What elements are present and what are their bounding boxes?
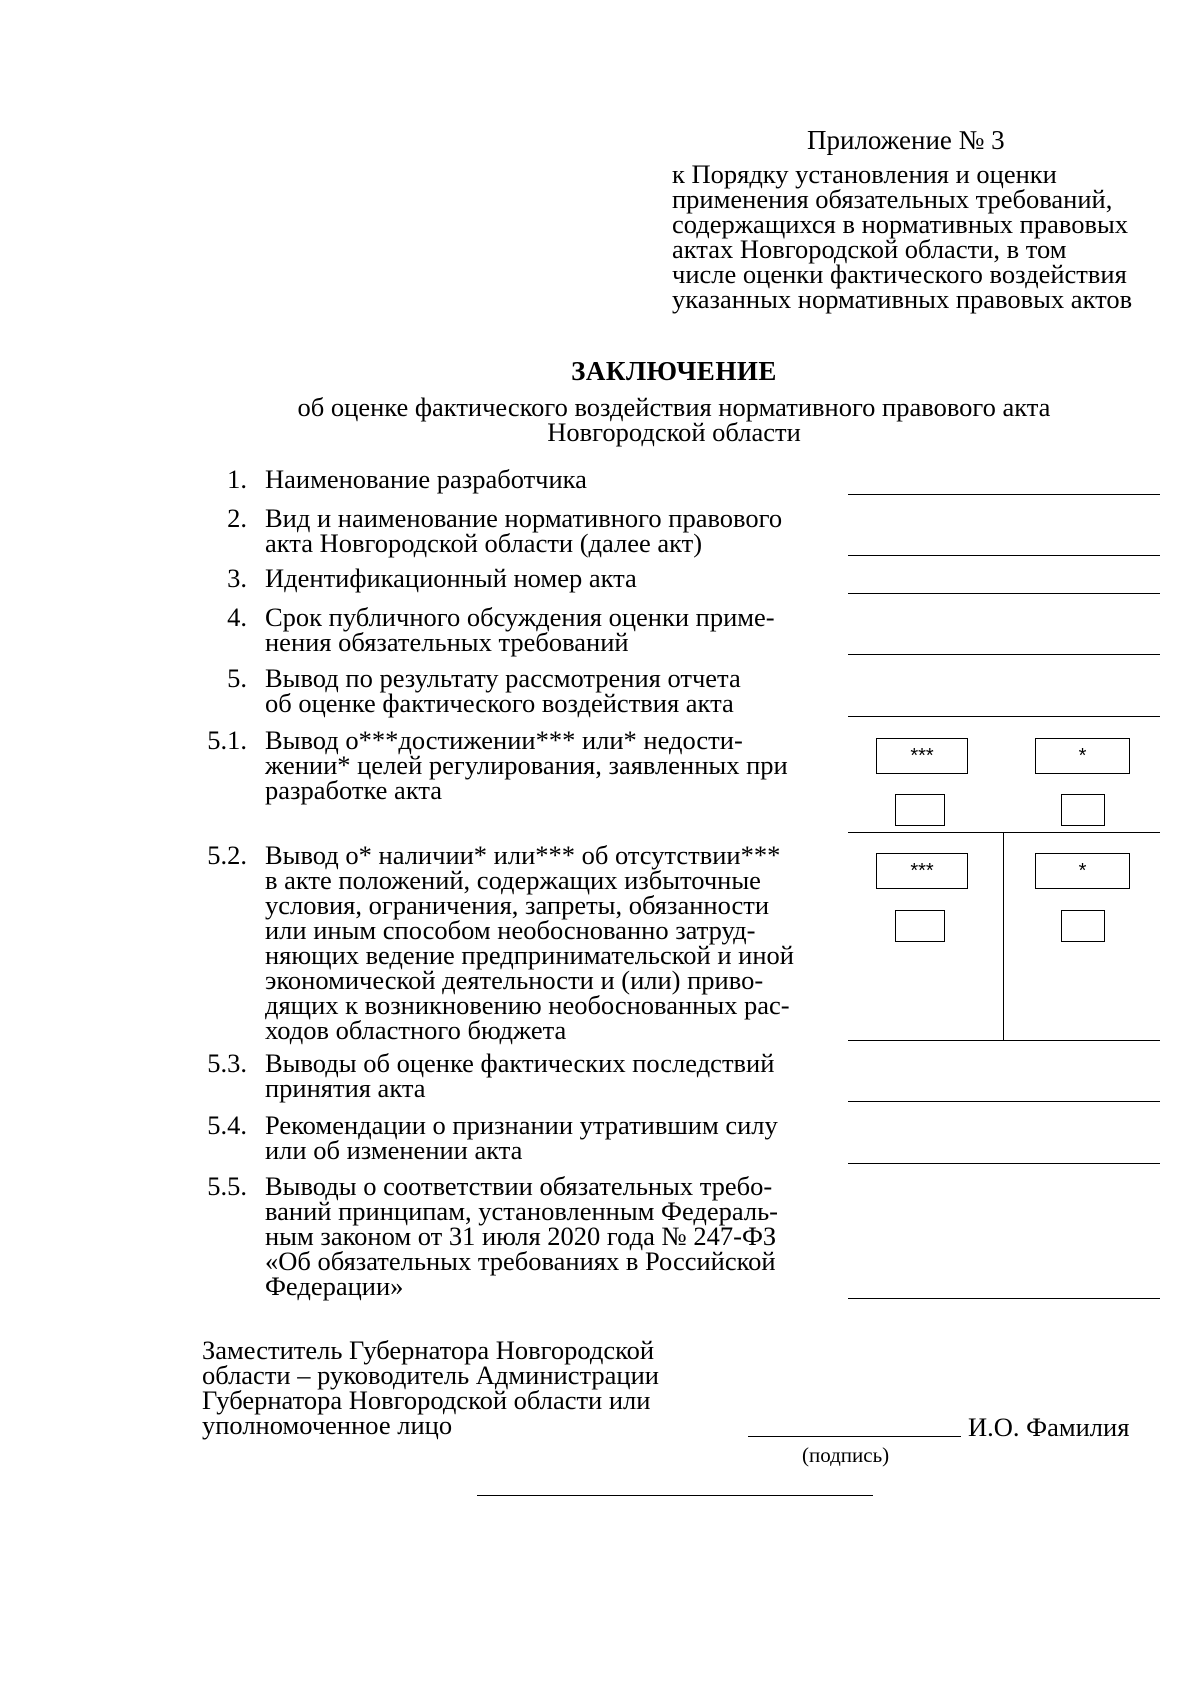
item-line: няющих ведение предпринимательской и иной xyxy=(265,940,794,970)
document-title: ЗАКЛЮЧЕНИЕ xyxy=(571,356,777,386)
box-label: * xyxy=(1078,744,1087,767)
document-subtitle xyxy=(0,392,1200,447)
item-line: нения обязательных требований xyxy=(265,627,629,657)
box-label: *** xyxy=(910,744,934,767)
signatory-line: уполномоченное лицо xyxy=(202,1410,453,1440)
appendix-line: указанных нормативных правовых актов xyxy=(672,284,1133,314)
item-line: или об изменении акта xyxy=(265,1135,523,1165)
item-text xyxy=(265,1048,775,1103)
subtitle-line: об оценке фактического воздействия нормативного правового акта xyxy=(297,392,1051,422)
item-text xyxy=(265,602,775,657)
signatory-line: области – руководитель Администрации xyxy=(202,1360,659,1390)
item-line: Выводы об оценке фактических последствий xyxy=(265,1048,775,1078)
item-number: 3. xyxy=(227,563,247,593)
appendix-line: актах Новгородской области, в том xyxy=(672,234,1067,264)
item-line: Вывод о***достижении*** или* недости- xyxy=(265,725,743,755)
item-line: ваний принципам, установленным Федераль- xyxy=(265,1196,779,1226)
item-line: или иным способом необоснованно затруд- xyxy=(265,915,756,945)
item-line: Вид и наименование нормативного правового xyxy=(265,503,783,533)
answer-line[interactable] xyxy=(848,1163,1160,1164)
subtitle-line: Новгородской области xyxy=(547,417,801,447)
presence-label-box xyxy=(1035,853,1130,889)
item-number: 1. xyxy=(227,464,247,494)
item-number: 5. xyxy=(227,663,247,693)
non-achievement-label-box xyxy=(1035,738,1130,774)
appendix-reference xyxy=(672,159,1172,314)
item-line: экономической деятельности и (или) приво- xyxy=(265,965,764,995)
non-achievement-checkbox[interactable] xyxy=(1061,794,1105,826)
item-line: в акте положений, содержащих избыточные xyxy=(265,865,761,895)
item-number: 5.3. xyxy=(207,1048,247,1078)
answer-line[interactable] xyxy=(848,593,1160,594)
item-line: разработке акта xyxy=(265,775,443,805)
item-line: жении* целей регулирования, заявленных при xyxy=(265,750,788,780)
answer-line[interactable] xyxy=(848,494,1160,495)
item-line: принятия акта xyxy=(265,1073,426,1103)
row-divider xyxy=(848,832,1160,833)
absence-label-box xyxy=(876,853,968,889)
item-number: 5.1. xyxy=(207,725,247,755)
signatory-position xyxy=(202,1335,659,1440)
box-label: * xyxy=(1078,859,1087,882)
signature-caption: (подпись) xyxy=(802,1443,890,1467)
item-line: Идентификационный номер акта xyxy=(265,563,637,593)
appendix-line: содержащихся в нормативных правовых xyxy=(672,209,1129,239)
item-line: дящих к возникновению необоснованных рас- xyxy=(265,990,790,1020)
item-text xyxy=(265,563,637,593)
item-text xyxy=(265,1110,778,1165)
item-text xyxy=(265,725,788,805)
presence-checkbox[interactable] xyxy=(1061,910,1105,942)
signature-line[interactable] xyxy=(748,1436,961,1437)
row-divider xyxy=(848,1040,1160,1041)
item-text xyxy=(265,663,741,718)
answer-line[interactable] xyxy=(848,1101,1160,1102)
answer-line[interactable] xyxy=(848,555,1160,556)
item-line: Выводы о соответствии обязательных требо- xyxy=(265,1171,773,1201)
item-number: 2. xyxy=(227,503,247,533)
item-line: Рекомендации о признании утратившим силу xyxy=(265,1110,778,1140)
item-number: 5.4. xyxy=(207,1110,247,1140)
closing-divider xyxy=(477,1495,873,1496)
item-line: Вывод по результату рассмотрения отчета xyxy=(265,663,741,693)
achievement-checkbox[interactable] xyxy=(895,794,945,826)
item-number: 5.2. xyxy=(207,840,247,870)
item-text xyxy=(265,1171,779,1301)
item-line: ным законом от 31 июля 2020 года № 247-ФЗ xyxy=(265,1221,777,1251)
signatory-name: И.О. Фамилия xyxy=(968,1412,1130,1442)
item-text xyxy=(265,840,794,1045)
item-text xyxy=(265,503,783,558)
item-line: условия, ограничения, запреты, обязанности xyxy=(265,890,770,920)
item-line: Наименование разработчика xyxy=(265,464,587,494)
appendix-title: Приложение № 3 xyxy=(807,125,1005,155)
signatory-line: Губернатора Новгородской области или xyxy=(202,1385,651,1415)
absence-checkbox[interactable] xyxy=(895,910,945,942)
item-line: Вывод о* наличии* или*** об отсутствии*** xyxy=(265,840,781,870)
item-text xyxy=(265,464,587,494)
box-label: *** xyxy=(910,859,934,882)
signatory-line: Заместитель Губернатора Новгородской xyxy=(202,1335,655,1365)
item-number: 5.5. xyxy=(207,1171,247,1201)
item-line: ходов областного бюджета xyxy=(265,1015,567,1045)
item-line: Федерации» xyxy=(265,1271,404,1301)
answer-line[interactable] xyxy=(848,654,1160,655)
achievement-label-box xyxy=(876,738,968,774)
item-line: акта Новгородской области (далее акт) xyxy=(265,528,703,558)
answer-line[interactable] xyxy=(848,1298,1160,1299)
column-divider xyxy=(1003,832,1004,1040)
appendix-line: применения обязательных требований, xyxy=(672,184,1113,214)
appendix-line: числе оценки фактического воздействия xyxy=(672,259,1127,289)
appendix-line: к Порядку установления и оценки xyxy=(672,159,1057,189)
item-line: об оценке фактического воздействия акта xyxy=(265,688,734,718)
item-number: 4. xyxy=(227,602,247,632)
answer-line[interactable] xyxy=(848,716,1160,717)
item-line: Срок публичного обсуждения оценки приме- xyxy=(265,602,775,632)
item-line: «Об обязательных требованиях в Российской xyxy=(265,1246,776,1276)
